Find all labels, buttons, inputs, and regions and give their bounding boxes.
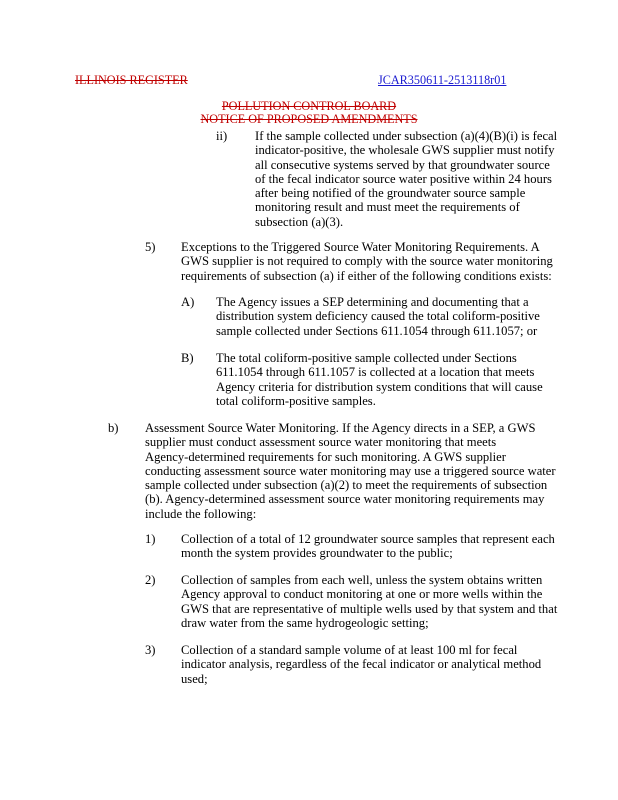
item-3-text [181, 643, 606, 686]
text-line: include the following: [145, 506, 257, 521]
text-line: sample collected under subsection (a)(2) to meet the requirements of subsection [145, 478, 548, 493]
item-ii-text [255, 129, 600, 229]
item-5-text [181, 240, 601, 283]
text-line: Agency approval to conduct monitoring at one or more wells within the [181, 587, 543, 602]
item-B-label: B) [181, 351, 194, 365]
document-code: JCAR350611-2513118r01 [378, 73, 507, 87]
text-line: requirements of subsection (a) if either of the following conditions exists: [181, 268, 552, 283]
text-line: The Agency issues a SEP determining and documenting that a [216, 295, 529, 309]
text-line: Agency-determined requirements for such monitoring. A GWS supplier [145, 449, 506, 464]
notice-title: NOTICE OF PROPOSED AMENDMENTS [200, 112, 418, 126]
item-A-label: A) [181, 295, 195, 309]
item-2-text [181, 573, 606, 630]
text-line: (b). Agency-determined assessment source water monitoring requirements may [145, 492, 545, 507]
item-1-text [181, 532, 606, 561]
item-b-label: b) [108, 421, 119, 435]
text-line: subsection (a)(3). [255, 214, 344, 229]
text-line: GWS that are representative of multiple wells used by that system and that [181, 601, 558, 616]
text-line: total coliform-positive samples. [216, 393, 376, 408]
text-line: after being notified of the groundwater source sample [255, 186, 526, 201]
item-B-text [216, 351, 601, 408]
text-line: Assessment Source Water Monitoring. If the Agency directs in a SEP, a GWS [145, 421, 536, 435]
text-line: of the fecal indicator source water positive within 24 hours [255, 171, 552, 186]
text-line: all consecutive systems served by that groundwater source [255, 157, 550, 172]
text-line: 611.1054 through 611.1057 is collected at a location that meets [216, 365, 535, 380]
text-line: Collection of a standard sample volume of at least 100 ml for fecal [181, 643, 518, 657]
item-2-label: 2) [145, 573, 156, 587]
text-line: Agency criteria for distribution system conditions that will cause [216, 379, 543, 394]
text-line: conducting assessment source water monitoring may use a triggered source water [145, 463, 556, 478]
item-A-text [216, 295, 601, 338]
text-line: indicator-positive, the wholesale GWS supplier must notify [255, 143, 555, 158]
text-line: The total coliform-positive sample collected under Sections [216, 351, 517, 365]
text-line: If the sample collected under subsection (a)(4)(B)(i) is fecal [255, 129, 558, 143]
board-title: POLLUTION CONTROL BOARD [221, 99, 397, 113]
text-line: distribution system deficiency caused the total coliform-positive [216, 309, 540, 324]
text-line: month the system provides groundwater to the public; [181, 546, 453, 561]
text-line: supplier must conduct assessment source water monitoring that meets [145, 435, 497, 450]
item-b-text [145, 421, 605, 521]
item-3-label: 3) [145, 643, 156, 657]
register-title: ILLINOIS REGISTER [75, 73, 188, 87]
text-line: sample collected under Sections 611.1054 through 611.1057; or [216, 323, 538, 338]
item-ii-label: ii) [216, 129, 228, 143]
item-5-label: 5) [145, 240, 156, 254]
text-line: indicator analysis, regardless of the fecal indicator or analytical method [181, 657, 542, 672]
text-line: Collection of a total of 12 groundwater source samples that represent each [181, 532, 555, 546]
item-1-label: 1) [145, 532, 156, 546]
text-line: monitoring result and must meet the requirements of [255, 200, 520, 215]
text-line: draw water from the same hydrogeologic setting; [181, 615, 429, 630]
text-line: Collection of samples from each well, unless the system obtains written [181, 573, 543, 587]
text-line: Exceptions to the Triggered Source Water Monitoring Requirements. A [181, 240, 540, 254]
text-line: GWS supplier is not required to comply with the source water monitoring [181, 254, 553, 269]
text-line: used; [181, 671, 208, 686]
